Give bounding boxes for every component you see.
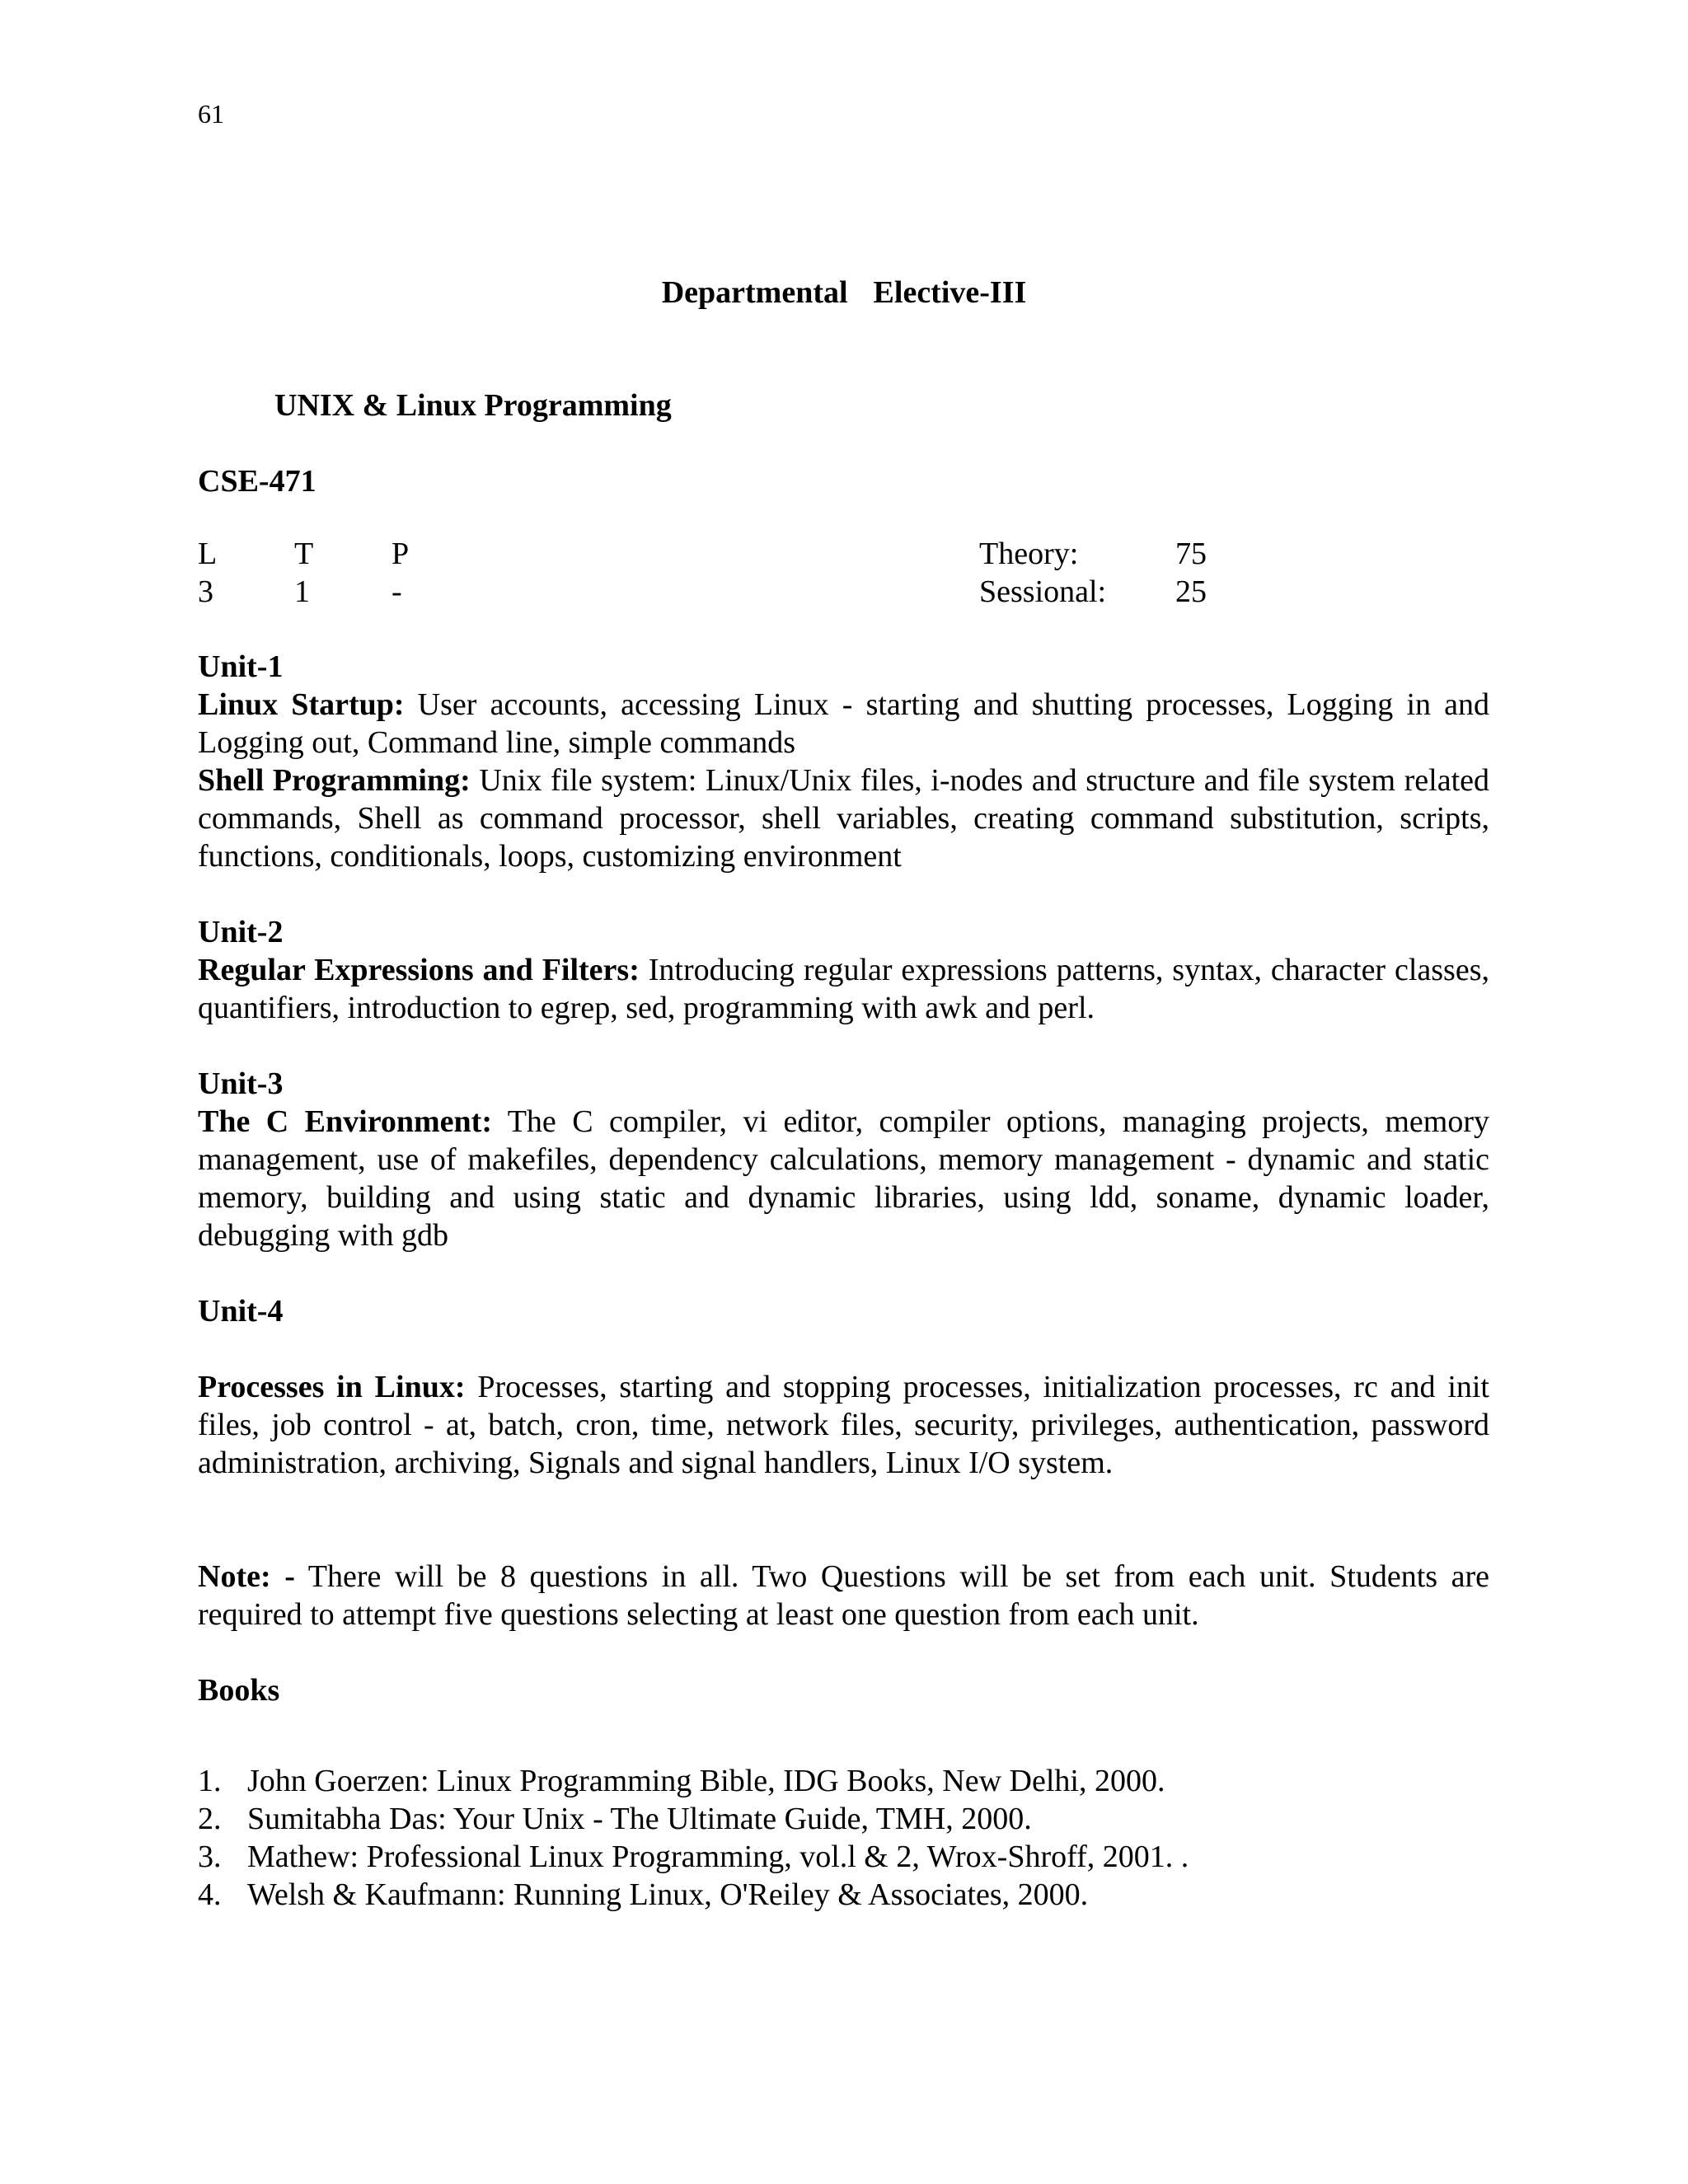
book-text: John Goerzen: Linux Programming Bible, IDG Books, New Delhi, 2000. xyxy=(247,1764,1165,1798)
book-text: Sumitabha Das: Your Unix - The Ultimate Guide, TMH, 2000. xyxy=(247,1802,1032,1836)
list-number: 4. xyxy=(198,1877,222,1912)
ltp-header-t: T xyxy=(294,537,314,571)
list-number: 1. xyxy=(198,1764,222,1798)
list-item xyxy=(198,1800,1189,1838)
ltp-header-row xyxy=(0,536,1688,574)
ltp-value-l: 3 xyxy=(198,574,213,609)
list-number: 2. xyxy=(198,1802,222,1836)
ltp-value-p: - xyxy=(392,574,402,609)
note-term: Note: - xyxy=(198,1559,295,1594)
list-item xyxy=(198,1876,1189,1914)
topic-term: The C Environment: xyxy=(198,1104,492,1139)
topic-term: Linux Startup: xyxy=(198,687,405,722)
topic-text: The C compiler, vi editor, compiler options, managing projects, memory management, use of makefiles, dependency calculations, memory management - dynamic and static memory, building and using static and dynamic libraries, using ldd, soname, dynamic loader, debugging with gdb xyxy=(198,1104,1489,1253)
ltp-header-l: L xyxy=(198,537,218,571)
unit-heading: Unit-4 xyxy=(198,1294,284,1329)
sessional-label: Sessional: xyxy=(979,574,1107,609)
book-text: Welsh & Kaufmann: Running Linux, O'Reiley & Associates, 2000. xyxy=(247,1877,1089,1912)
ltp-value-t: 1 xyxy=(294,574,310,609)
books-heading: Books xyxy=(198,1673,280,1708)
ltp-value-row xyxy=(0,574,1688,612)
list-number: 3. xyxy=(198,1840,222,1874)
unit-paragraph xyxy=(198,1368,1489,1482)
unit-3-section xyxy=(198,1065,1489,1254)
unit-4-section xyxy=(198,1292,1489,1482)
sessional-value: 25 xyxy=(1175,574,1207,609)
unit-heading: Unit-1 xyxy=(198,649,284,684)
unit-heading: Unit-2 xyxy=(198,915,284,949)
unit-paragraph xyxy=(198,1103,1489,1254)
unit-2-section xyxy=(198,913,1489,1027)
theory-value: 75 xyxy=(1175,537,1207,571)
course-code: CSE-471 xyxy=(198,464,316,499)
books-list xyxy=(198,1762,1189,1914)
topic-term: Shell Programming: xyxy=(198,763,471,798)
subject-title: UNIX & Linux Programming xyxy=(274,388,672,423)
book-text: Mathew: Professional Linux Programming, vol.l & 2, Wrox-Shroff, 2001. . xyxy=(247,1840,1189,1874)
list-item xyxy=(198,1762,1189,1800)
theory-label: Theory: xyxy=(979,537,1079,571)
department-title: Departmental Elective-III xyxy=(661,275,1027,310)
note-paragraph xyxy=(198,1558,1489,1633)
topic-term: Regular Expressions and Filters: xyxy=(198,953,640,987)
ltp-header-p: P xyxy=(392,537,410,571)
page-number: 61 xyxy=(198,99,224,129)
unit-heading: Unit-3 xyxy=(198,1066,284,1101)
topic-text: User accounts, accessing Linux - starting and shutting processes, Logging in and Logging out, Command line, simple commands xyxy=(198,687,1489,760)
unit-paragraph xyxy=(198,951,1489,1027)
unit-paragraph xyxy=(198,686,1489,762)
note-section xyxy=(198,1558,1489,1633)
topic-text: Unix file system: Linux/Unix files, i-nodes and structure and file system related commands, Shell as command processor, shell variables, creating command substitution, scripts, functions, conditionals, loops, customizing environment xyxy=(198,763,1489,874)
list-item xyxy=(198,1838,1189,1876)
topic-term: Processes in Linux: xyxy=(198,1370,466,1404)
unit-1-section xyxy=(198,648,1489,875)
topic-text: Processes, starting and stopping processes, initialization processes, rc and init files, job control - at, batch, cron, time, network files, security, privileges, authentication, password administration, archiving, Signals and signal handlers, Linux I/O system. xyxy=(198,1370,1489,1480)
topic-text: Introducing regular expressions patterns, syntax, character classes, quantifiers, introduction to egrep, sed, programming with awk and perl. xyxy=(198,953,1489,1025)
unit-paragraph xyxy=(198,762,1489,875)
note-text: There will be 8 questions in all. Two Questions will be set from each unit. Students are required to attempt five questions selecting at least one question from each unit. xyxy=(198,1559,1489,1632)
